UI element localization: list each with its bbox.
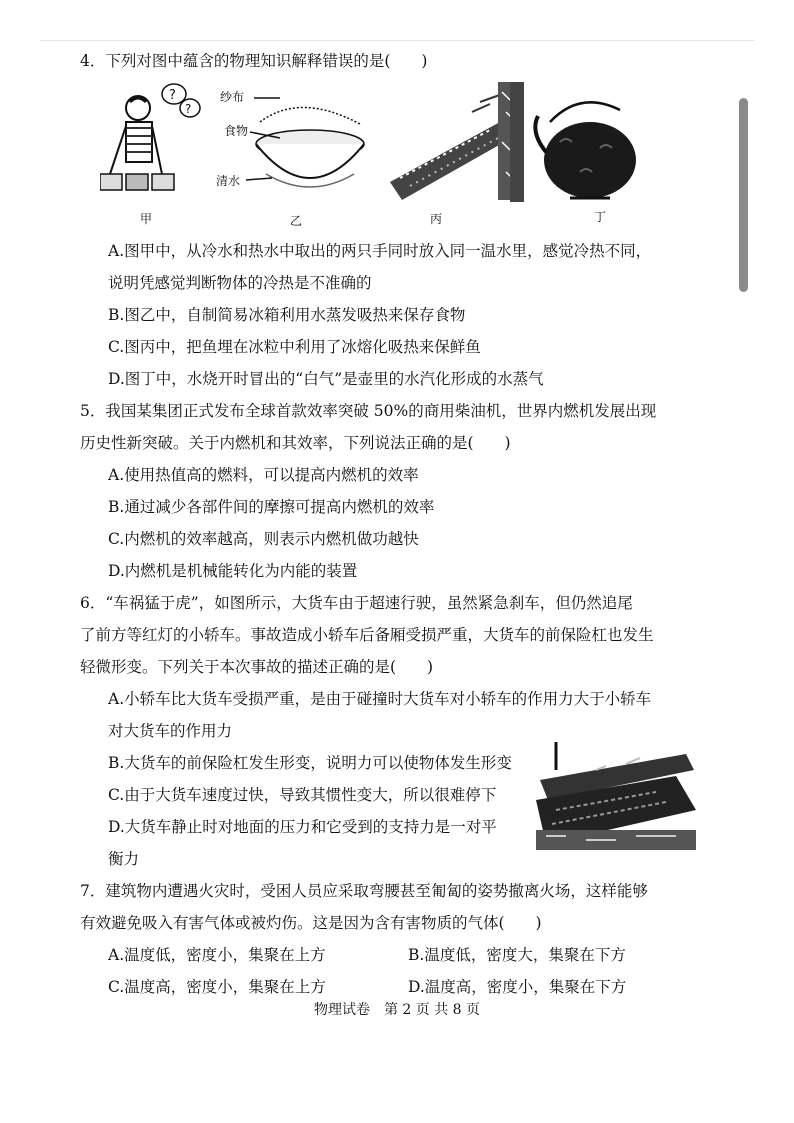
q4-option-a-line1[interactable]: A.图甲中，从冷水和热水中取出的两只手同时放入同一温水里，感觉冷热不同， xyxy=(108,242,652,260)
q7-option-c[interactable]: C.温度高，密度小，集聚在上方 xyxy=(108,978,326,996)
q6-option-d-line2: 衡力 xyxy=(108,850,140,868)
figure-bing-label: 丙 xyxy=(430,212,443,226)
figure-bing xyxy=(380,82,520,226)
q6-option-a-line1[interactable]: A.小轿车比大货车受损严重，是由于碰撞时大货车对小轿车的作用力大于小轿车 xyxy=(108,690,652,708)
figure-jia-illustration xyxy=(100,82,210,202)
q4-option-a-line2: 说明凭感觉判断物体的冷热是不准确的 xyxy=(108,274,372,292)
svg-text:?: ? xyxy=(169,88,176,103)
q7-stem-line2: 有效避免吸入有害气体或被灼伤。这是因为含有害物质的气体( ) xyxy=(80,914,542,932)
q5-option-c[interactable]: C.内燃机的效率越高，则表示内燃机做功越快 xyxy=(108,530,419,548)
figure-yi-label: 乙 xyxy=(290,214,303,228)
q6-option-c[interactable]: C.由于大货车速度过快，导致其惯性变大，所以很难停下 xyxy=(108,786,497,804)
q7-stem-line1: 7．建筑物内遭遇火灾时，受困人员应采取弯腰甚至匍匐的姿势撤离火场，这样能够 xyxy=(80,882,648,900)
figure-yi-label-gauze: 纱布 xyxy=(220,90,245,104)
q5-stem-line2: 历史性新突破。关于内燃机和其效率，下列说法正确的是( ) xyxy=(80,434,511,452)
q6-stem-line1: 6．“车祸猛于虎”，如图所示，大货车由于超速行驶，虽然紧急刹车，但仍然追尾 xyxy=(80,594,633,612)
figure-jia-label: 甲 xyxy=(140,212,153,226)
q4-stem: 4．下列对图中蕴含的物理知识解释错误的是( ) xyxy=(80,52,428,70)
q6-option-b[interactable]: B.大货车的前保险杠发生形变，说明力可以使物体发生形变 xyxy=(108,754,512,772)
q4-option-d[interactable]: D.图丁中，水烧开时冒出的“白气”是壶里的水汽化形成的水蒸气 xyxy=(108,370,544,388)
scrollbar-thumb[interactable] xyxy=(739,98,748,292)
figure-bing-illustration xyxy=(380,82,520,202)
q6-stem-line3: 轻微形变。下列关于本次事故的描述正确的是( ) xyxy=(80,658,434,676)
q5-stem-line1: 5．我国某集团正式发布全球首款效率突破 50%的商用柴油机，世界内燃机发展出现 xyxy=(80,402,657,420)
q7-option-b[interactable]: B.温度低，密度大，集聚在下方 xyxy=(408,946,626,964)
q7-option-d[interactable]: D.温度高，密度小，集聚在下方 xyxy=(408,978,627,996)
q5-option-b[interactable]: B.通过减少各部件间的摩擦可提高内燃机的效率 xyxy=(108,498,435,516)
q6-option-a-line2: 对大货车的作用力 xyxy=(108,722,233,740)
q4-option-c[interactable]: C.图丙中，把鱼埋在冰粒中利用了冰熔化吸热来保鲜鱼 xyxy=(108,338,481,356)
truck-crash-illustration xyxy=(536,740,696,850)
q5-option-a[interactable]: A.使用热值高的燃料，可以提高内燃机的效率 xyxy=(108,466,419,484)
figure-jia xyxy=(100,82,210,226)
q4-figures xyxy=(100,82,660,232)
svg-text:?: ? xyxy=(185,102,192,116)
q6-stem-line2: 了前方等红灯的小轿车。事故造成小轿车后备厢受损严重，大货车的前保险杠也发生 xyxy=(80,626,654,644)
q5-option-d[interactable]: D.内燃机是机械能转化为内能的装置 xyxy=(108,562,358,580)
q7-option-a[interactable]: A.温度低，密度小，集聚在上方 xyxy=(108,946,326,964)
figure-ding-illustration xyxy=(510,82,640,207)
figure-yi xyxy=(216,82,370,228)
q4-option-b[interactable]: B.图乙中，自制简易冰箱利用水蒸发吸热来保存食物 xyxy=(108,306,466,324)
figure-yi-label-food: 食物 xyxy=(224,124,249,138)
page-footer: 物理试卷 第 2 页 共 8 页 xyxy=(313,1002,481,1018)
figure-ding xyxy=(510,82,640,224)
figure-ding-label: 丁 xyxy=(594,210,607,224)
figure-yi-label-water: 清水 xyxy=(216,174,241,188)
q6-option-d-line1[interactable]: D.大货车静止时对地面的压力和它受到的支持力是一对平 xyxy=(108,818,497,836)
q6-truck-crash-photo xyxy=(536,740,696,850)
